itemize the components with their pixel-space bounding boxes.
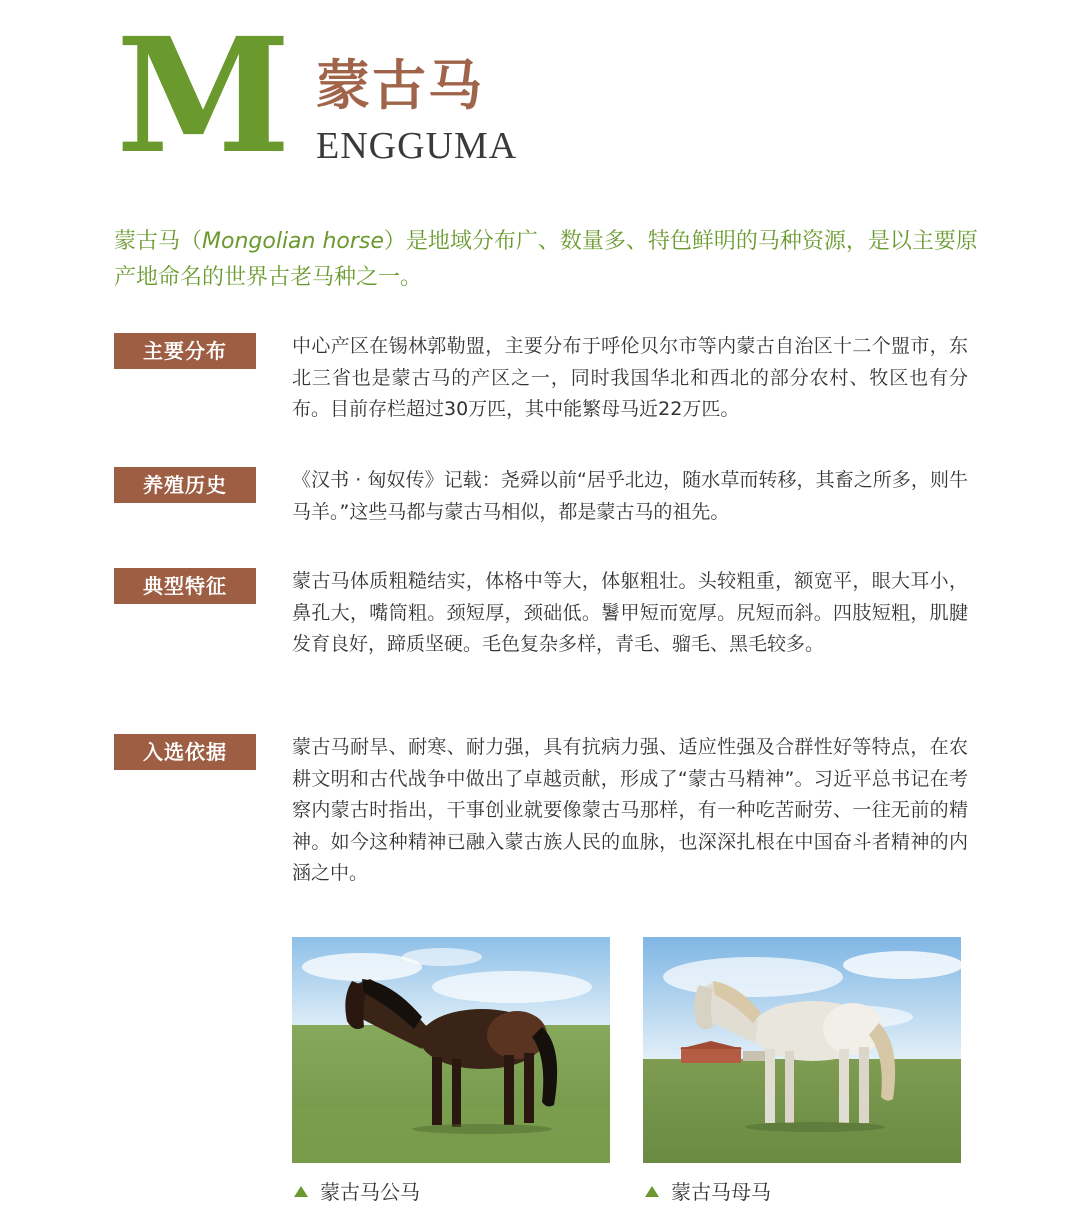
section-text: 蒙古马耐旱、耐寒、耐力强，具有抗病力强、适应性强及合群性好等特点，在农耕文明和古代战争中做出了卓越贡献，形成了“蒙古马精神”。习近平总书记在考察内蒙古时指出，干事创业就要像蒙古马那样，有一种吃苦耐劳、一往无前的精神。如今这种精神已融入蒙古族人民的血脉，也深深扎根在中国奋斗者精神的内涵之中。 — [292, 736, 968, 884]
intro-paragraph — [114, 224, 984, 296]
photo-caption-mare — [645, 1178, 771, 1206]
section-tag: 典型特征 — [114, 568, 256, 604]
page-title: 蒙古马 — [316, 54, 484, 117]
section-text: 《汉书 · 匈奴传》记载：尧舜以前“居乎北边，随水草而转移，其畜之所多，则牛马羊。”这些马都与蒙古马相似，都是蒙古马的祖先。 — [292, 469, 968, 523]
triangle-bullet-icon — [294, 1186, 308, 1197]
intro-text-end: ）是地域分布广、数量多、特色鲜明的马种资源，是以主要原产地命名的世界古老马种之一。 — [114, 229, 978, 290]
photo-mare — [643, 937, 961, 1163]
intro-text-start: 蒙古马（ — [114, 229, 203, 254]
section-tag: 入选依据 — [114, 734, 256, 770]
photo-stallion — [292, 937, 610, 1163]
section-text: 蒙古马体质粗糙结实，体格中等大，体躯粗壮。头较粗重，额宽平，眼大耳小，鼻孔大，嘴筒粗。颈短厚，颈础低。鬐甲短而宽厚。尻短而斜。四肢短粗，肌腱发育良好，蹄质坚硬。毛色复杂多样，青毛、骝毛、黑毛较多。 — [292, 570, 968, 655]
caption-text: 蒙古马母马 — [671, 1180, 771, 1204]
mare-image — [643, 937, 961, 1163]
page-title-pinyin: ENGGUMA — [316, 125, 518, 167]
triangle-bullet-icon — [645, 1186, 659, 1197]
stallion-image — [292, 937, 610, 1163]
caption-text: 蒙古马公马 — [320, 1180, 420, 1204]
section-tag: 养殖历史 — [114, 467, 256, 503]
photo-caption-stallion — [294, 1178, 420, 1206]
header-initial-letter: M — [116, 4, 285, 189]
intro-english-name: Mongolian horse — [202, 229, 384, 254]
section-text: 中心产区在锡林郭勒盟，主要分布于呼伦贝尔市等内蒙古自治区十二个盟市，东北三省也是蒙古马的产区之一，同时我国华北和西北的部分农村、牧区也有分布。目前存栏超过30万匹，其中能繁母马近22万匹。 — [292, 335, 968, 420]
section-tag: 主要分布 — [114, 333, 256, 369]
